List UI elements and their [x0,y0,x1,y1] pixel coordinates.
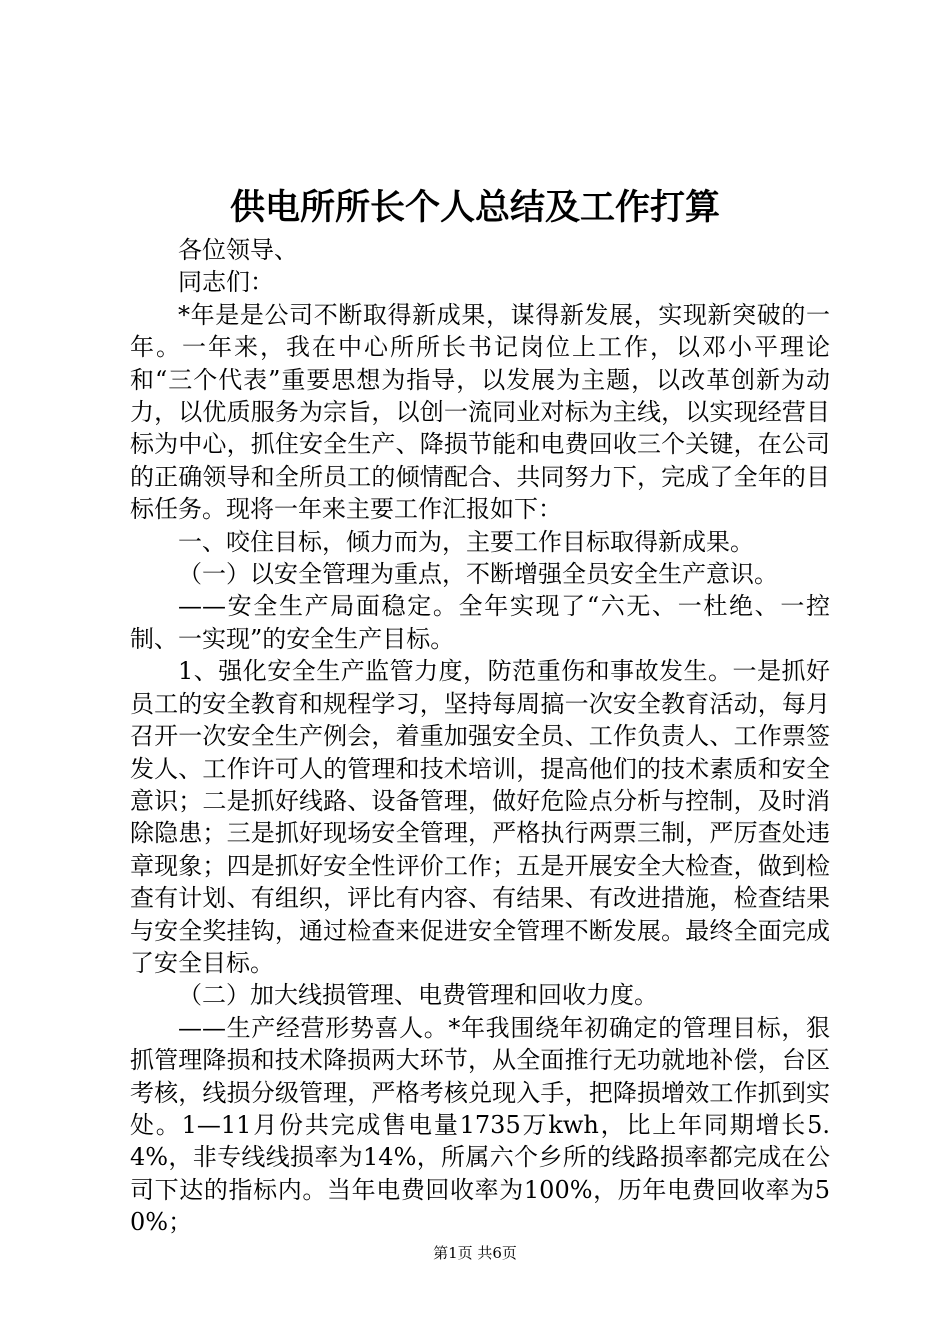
salutation-leaders: 各位领导、 [178,236,298,264]
safety-summary-paragraph: ——安全生产局面稳定。全年实现了“六无、一杜绝、一控制、一实现”的安全生产目标。 [130,592,830,653]
page-number-footer: 第1页 共6页 [433,1244,517,1262]
salutation-colleagues: 同志们： [178,268,274,297]
subsection-heading-2: （二）加大线损管理、电费管理和回收力度。 [178,981,658,1010]
operations-paragraph: ——生产经营形势喜人。*年我围绕年初确定的管理目标，狠抓管理降损和技术降损两大环节，从全面推行无功就地补偿，台区考核，线损分级管理，严格考核兑现入手，把降损增效工作抓到实处。1—11月份共完成售电量1735万kwh，比上年同期增长5.4%，非专线线损率为14%，所属六个乡所的线路损率都完成在公司下达的指标内。当年电费回收率为100%，历年电费回收率为50%； [130,1013,830,1237]
safety-measures-paragraph: 1、强化安全生产监管力度，防范重伤和事故发生。一是抓好员工的安全教育和规程学习，坚持每周搞一次安全教育活动，每月召开一次安全生产例会，着重加强安全员、工作负责人、工作票签发人、工作许可人的管理和技术培训，提高他们的技术素质和安全意识；二是抓好线路、设备管理，做好危险点分析与控制，及时消除隐患；三是抓好现场安全管理，严格执行两票三制，严厉查处违章现象；四是抓好安全性评价工作；五是开展安全大检查，做到检查有计划、有组织，评比有内容、有结果、有改进措施，检查结果与安全奖挂钩，通过检查来促进安全管理不断发展。最终全面完成了安全目标。 [130,657,830,977]
subsection-heading-1: （一）以安全管理为重点，不断增强全员安全生产意识。 [178,560,778,589]
document-title: 供电所所长个人总结及工作打算 [229,187,720,228]
intro-paragraph: *年是是公司不断取得新成果，谋得新发展，实现新突破的一年。一年来，我在中心所所长书记岗位上工作，以邓小平理论和“三个代表”重要思想为指导，以发展为主题，以改革创新为动力，以优质服务为宗旨，以创一流同业对标为主线，以实现经营目标为中心，抓住安全生产、降损节能和电费回收三个关键，在公司的正确领导和全所员工的倾情配合、共同努力下，完成了全年的目标任务。现将一年来主要工作汇报如下： [130,300,830,524]
section-heading-1: 一、咬住目标，倾力而为，主要工作目标取得新成果。 [178,527,754,556]
document-body [130,234,830,1239]
